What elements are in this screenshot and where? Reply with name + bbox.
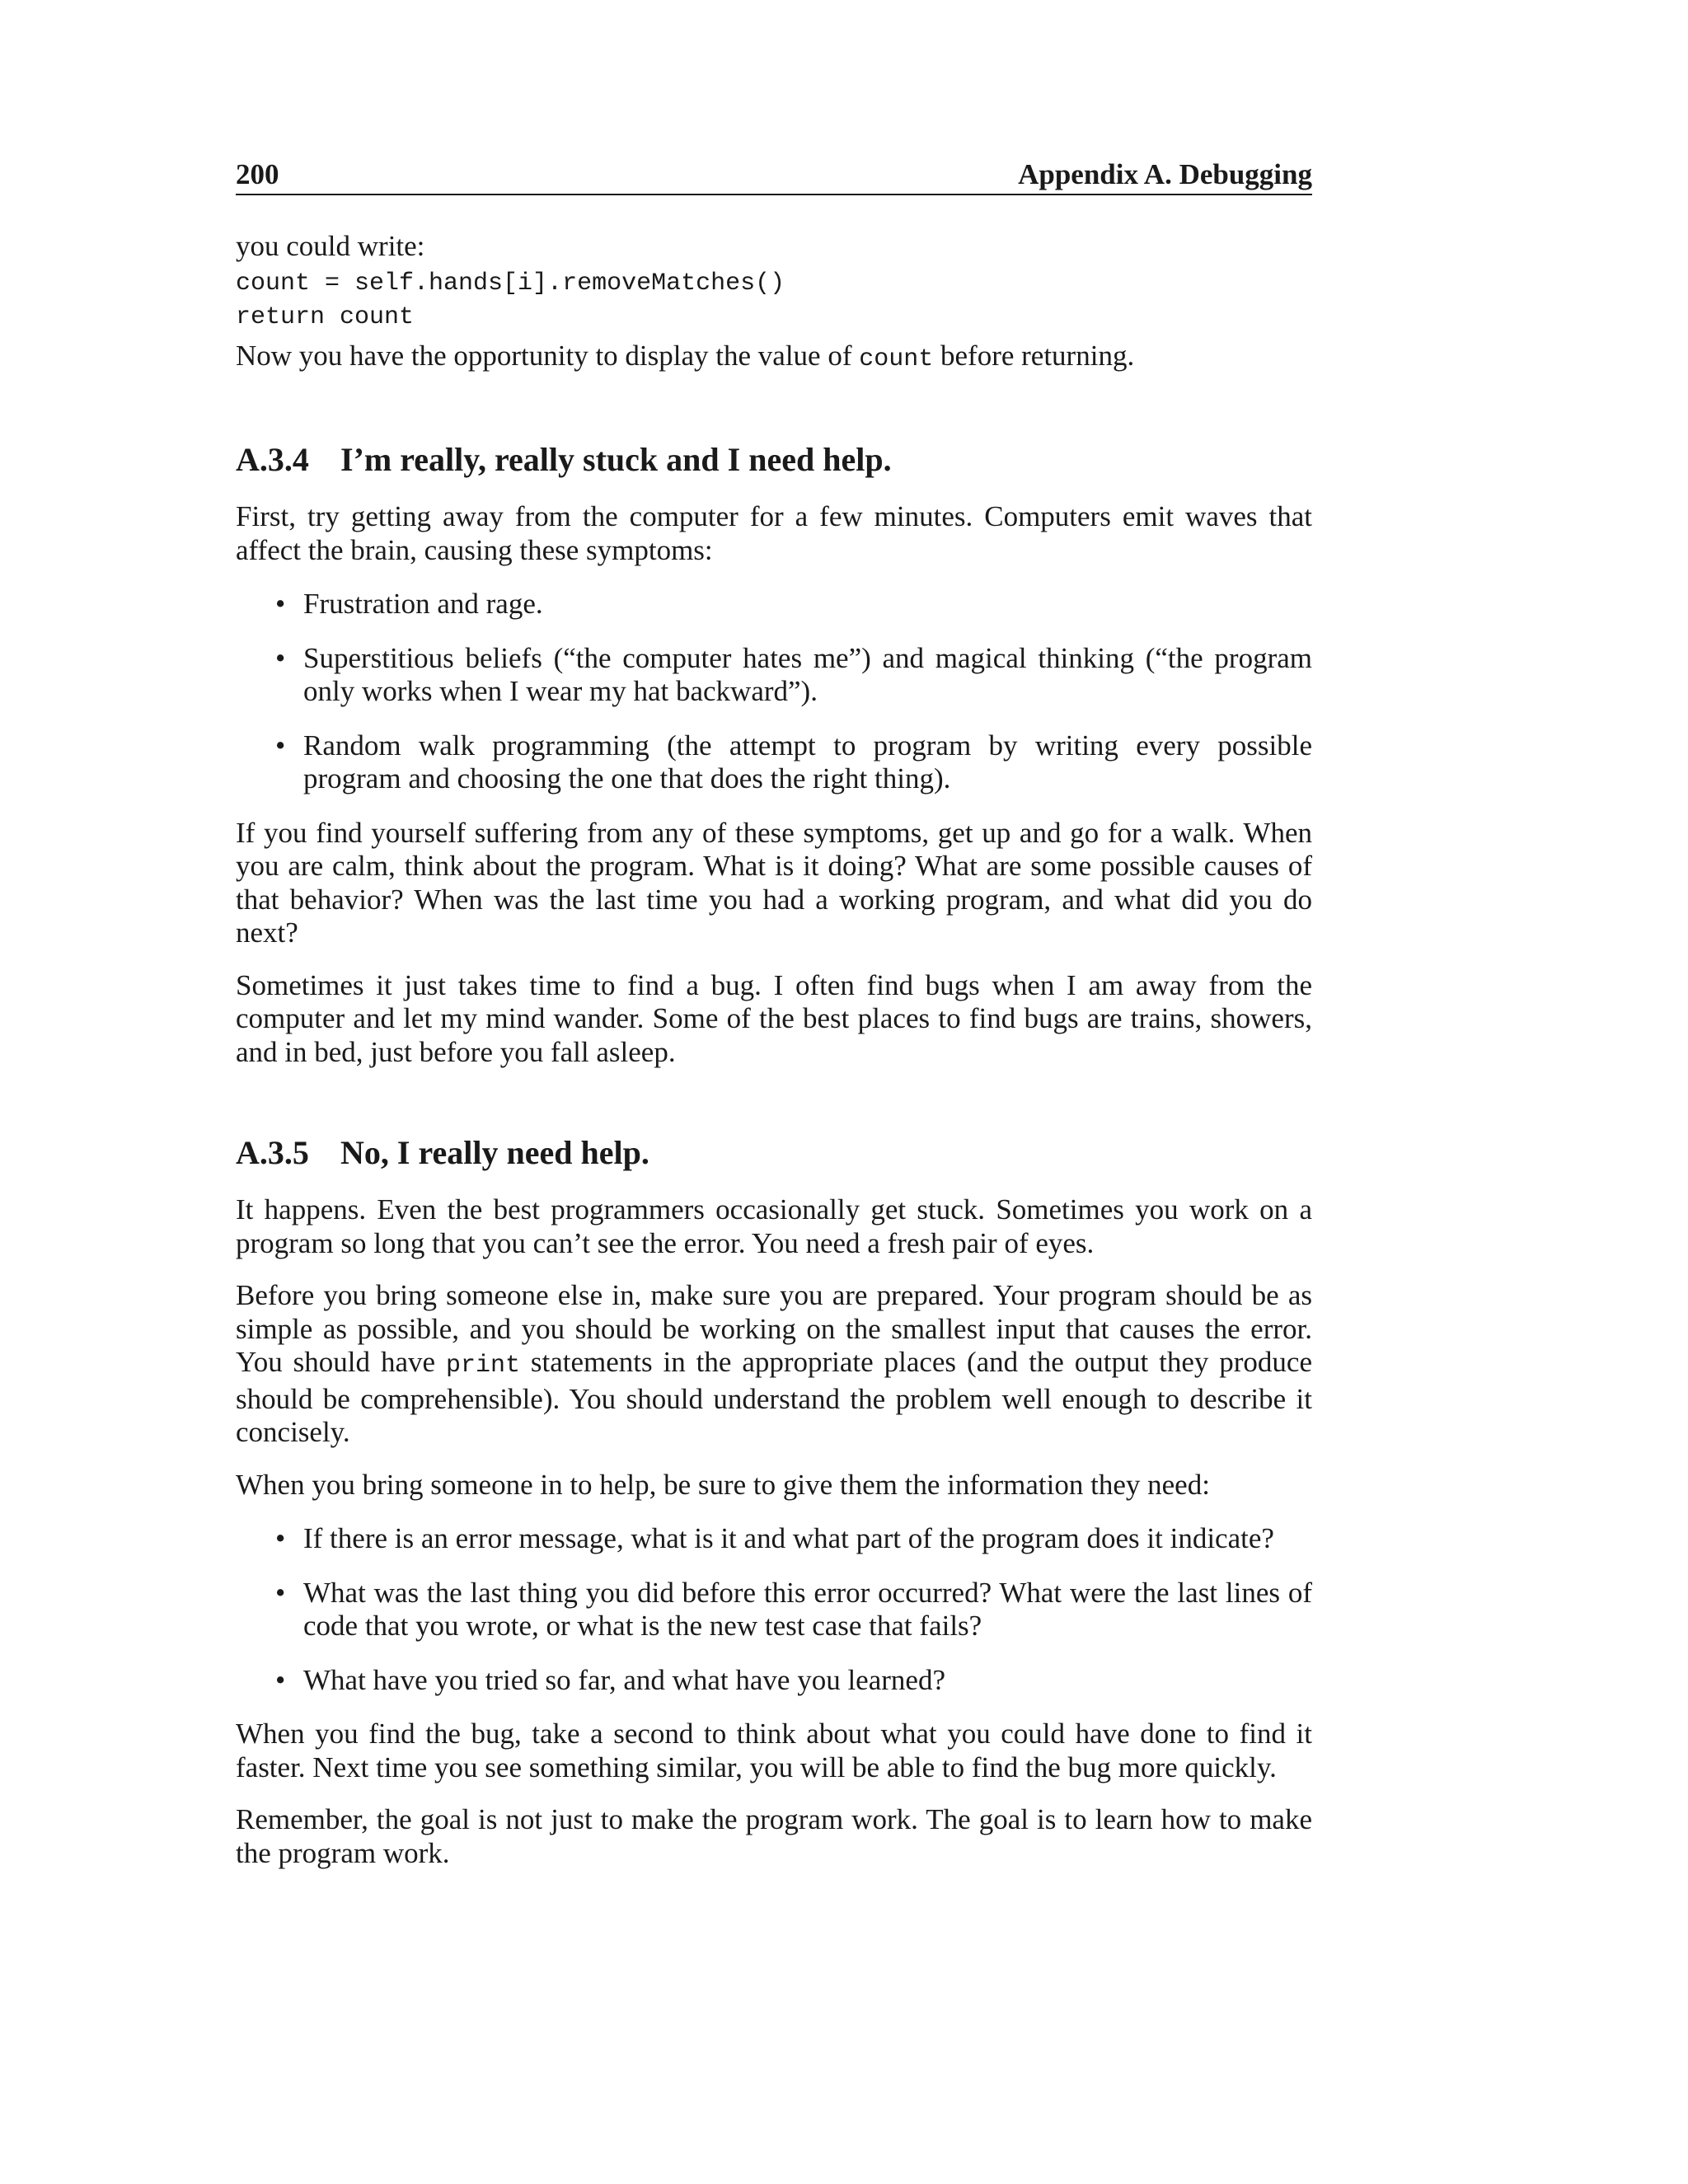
- paragraph: When you find the bug, take a second to think about what you could have done to find it faster. Next time you see something similar, you will be able to find the bug more quickly.: [236, 1718, 1312, 1783]
- running-header: [236, 157, 1312, 195]
- text-column: [236, 157, 1312, 1870]
- paragraph: Sometimes it just takes time to find a bug. I often find bugs when I am away from the computer and let my mind wander. Some of the best places to find bugs are trains, showers, and in bed, just before you fall asleep.: [236, 968, 1312, 1068]
- code-line: count = self.hands[i].removeMatches(): [236, 269, 785, 298]
- inline-code: print: [445, 1352, 520, 1380]
- section-title: I’m really, really stuck and I need help.: [340, 441, 892, 478]
- paragraph: It happens. Even the best programmers occasionally get stuck. Sometimes you work on a program so long that you can’t see the error. You need a fresh pair of eyes.: [236, 1193, 1312, 1259]
- list-item: • Frustration and rage.: [275, 588, 543, 620]
- paragraph: First, try getting away from the computer for a few minutes. Computers emit waves that affect the brain, causing these symptoms:: [236, 500, 1312, 566]
- symptom-list: [236, 588, 1312, 796]
- chapter-title: Appendix A. Debugging: [1018, 158, 1312, 190]
- paragraph: Before you bring someone else in, make sure you are prepared. Your program should be as simple as possible, and you should be working on the smallest input that causes the error. You should have print statements in the appropriate places (and the output they produce should be comprehensible). You should understand the problem well enough to describe it concisely.: [236, 1279, 1313, 1448]
- section-heading-a34: [236, 440, 1312, 480]
- section-number: A.3.5: [236, 1134, 309, 1171]
- list-item: • If there is an error message, what is it and what part of the program does it indicate?: [275, 1522, 1274, 1554]
- section-title: No, I really need help.: [340, 1134, 649, 1171]
- paragraph: Remember, the goal is not just to make the program work. The goal is to learn how to make the program work.: [236, 1803, 1312, 1869]
- help-checklist: [236, 1522, 1312, 1697]
- paragraph: If you find yourself suffering from any of these symptoms, get up and go for a walk. When you are calm, think about the program. What is it doing? What are some possible causes of that behavior? When was the last time you had a working program, and what did you do next?: [236, 816, 1312, 949]
- paragraph: When you bring someone in to help, be sure to give them the information they need:: [236, 1468, 1210, 1501]
- list-item: • What have you tried so far, and what have you learned?: [275, 1663, 945, 1696]
- list-item: • Random walk programming (the attempt to program by writing every possible program and choosing the one that does the right thing).: [275, 729, 1312, 794]
- section-heading-a35: [236, 1133, 1312, 1173]
- code-block: [236, 267, 1312, 335]
- page-number: 200: [236, 158, 279, 190]
- intro-lead: you could write:: [236, 230, 425, 262]
- list-item: • What was the last thing you did before this error occurred? What were the last lines of code that you wrote, or what is the new test case that fails?: [275, 1576, 1312, 1642]
- inline-code: count: [859, 344, 934, 373]
- intro-after-code: Now you have the opportunity to display the value of count before returning.: [236, 339, 1135, 373]
- list-item: • Superstitious beliefs (“the computer hates me”) and magical thinking (“the program only works when I wear my hat backward”).: [275, 641, 1312, 707]
- section-number: A.3.4: [236, 441, 309, 478]
- code-line: return count: [236, 302, 415, 331]
